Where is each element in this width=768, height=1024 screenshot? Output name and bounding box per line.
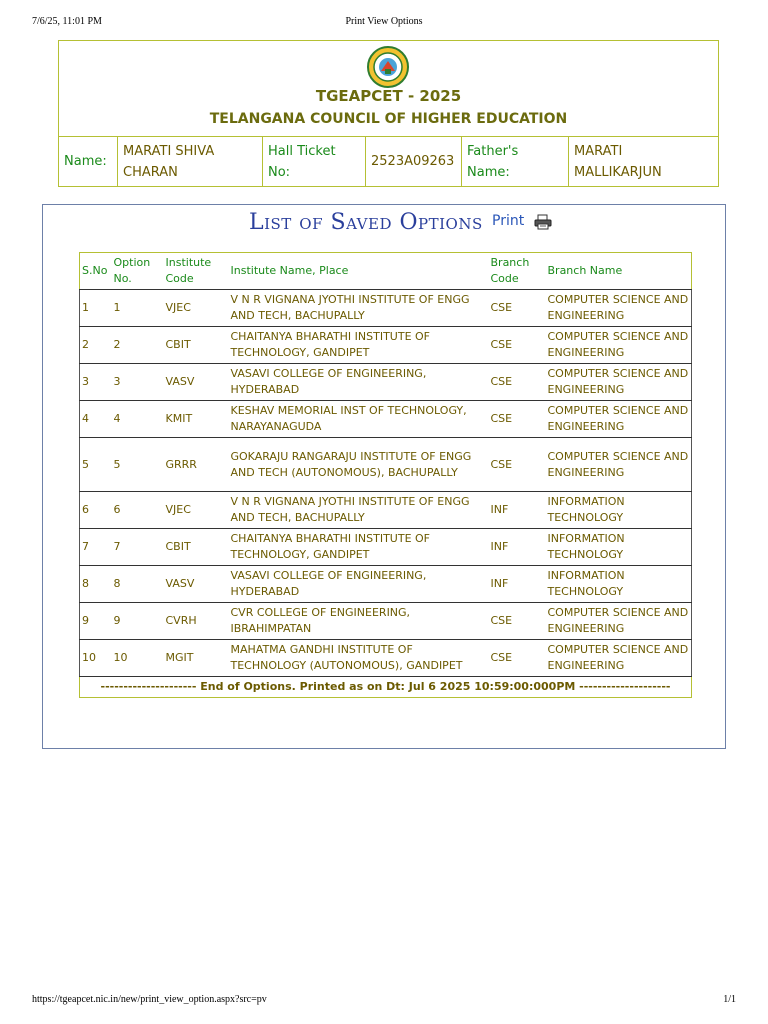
cell-sno: 6 xyxy=(80,492,112,529)
table-row xyxy=(80,327,692,364)
table-row xyxy=(80,492,692,529)
table-row xyxy=(80,401,692,438)
cell-institute-name: CHAITANYA BHARATHI INSTITUTE OF TECHNOLOGY, GANDIPET xyxy=(229,529,489,566)
cell-option-no: 3 xyxy=(112,364,164,401)
candidate-info-row xyxy=(59,136,718,186)
cell-institute-code: KMIT xyxy=(164,401,229,438)
cell-institute-name: CHAITANYA BHARATHI INSTITUTE OF TECHNOLOGY, GANDIPET xyxy=(229,327,489,364)
cell-sno: 9 xyxy=(80,603,112,640)
cell-branch-code: INF xyxy=(489,566,546,603)
name-label: Name: xyxy=(59,137,118,186)
cell-option-no: 2 xyxy=(112,327,164,364)
cell-option-no: 7 xyxy=(112,529,164,566)
cell-institute-name: VASAVI COLLEGE OF ENGINEERING, HYDERABAD xyxy=(229,364,489,401)
exam-title: TGEAPCET - 2025 xyxy=(315,87,462,105)
cell-branch-name: COMPUTER SCIENCE AND ENGINEERING xyxy=(546,640,692,677)
cell-option-no: 8 xyxy=(112,566,164,603)
page-number: 1/1 xyxy=(723,994,736,1005)
table-row xyxy=(80,529,692,566)
cell-institute-name: MAHATMA GANDHI INSTITUTE OF TECHNOLOGY (AUTONOMOUS), GANDIPET xyxy=(229,640,489,677)
col-branch-name: Branch Name xyxy=(547,264,623,277)
print-page-title: Print View Options xyxy=(345,16,423,27)
candidate-name: MARATI SHIVA CHARAN xyxy=(118,137,263,186)
col-institute-name: Institute Name, Place xyxy=(230,264,349,277)
cell-sno: 2 xyxy=(80,327,112,364)
options-table xyxy=(79,252,692,698)
cell-option-no: 1 xyxy=(112,290,164,327)
cell-institute-name: KESHAV MEMORIAL INST OF TECHNOLOGY, NARAYANAGUDA xyxy=(229,401,489,438)
cell-option-no: 4 xyxy=(112,401,164,438)
cell-option-no: 9 xyxy=(112,603,164,640)
cell-branch-code: CSE xyxy=(489,438,546,492)
cell-branch-name: INFORMATION TECHNOLOGY xyxy=(546,529,692,566)
cell-institute-name: V N R VIGNANA JYOTHI INSTITUTE OF ENGG AND TECH, BACHUPALLY xyxy=(229,492,489,529)
page-url: https://tgeapcet.nic.in/new/print_view_option.aspx?src=pv xyxy=(32,994,267,1005)
col-option-no: Option No. xyxy=(113,256,151,285)
col-branch-code: Branch Code xyxy=(490,256,530,285)
hall-ticket-label: Hall Ticket No: xyxy=(263,137,366,186)
cell-sno: 4 xyxy=(80,401,112,438)
printer-icon[interactable] xyxy=(534,214,552,230)
father-name: MARATI MALLIKARJUN xyxy=(574,143,662,180)
cell-branch-name: COMPUTER SCIENCE AND ENGINEERING xyxy=(546,603,692,640)
end-of-options-row xyxy=(80,677,692,698)
cell-institute-code: VASV xyxy=(164,566,229,603)
cell-branch-name: COMPUTER SCIENCE AND ENGINEERING xyxy=(546,401,692,438)
cell-sno: 3 xyxy=(80,364,112,401)
father-name-label: Father's Name: xyxy=(462,137,569,186)
cell-branch-code: CSE xyxy=(489,327,546,364)
cell-option-no: 10 xyxy=(112,640,164,677)
cell-sno: 5 xyxy=(80,438,112,492)
cell-sno: 10 xyxy=(80,640,112,677)
council-title: TELANGANA COUNCIL OF HIGHER EDUCATION xyxy=(209,111,568,127)
end-of-options-text: --------------------- End of Options. Printed as on Dt: Jul 6 2025 10:59:00:000PM -------------------- xyxy=(80,677,692,698)
candidate-header xyxy=(58,40,719,187)
cell-option-no: 6 xyxy=(112,492,164,529)
cell-institute-name: GOKARAJU RANGARAJU INSTITUTE OF ENGG AND TECH (AUTONOMOUS), BACHUPALLY xyxy=(229,438,489,492)
table-row xyxy=(80,364,692,401)
print-link[interactable]: Print xyxy=(492,213,525,229)
cell-branch-code: INF xyxy=(489,529,546,566)
cell-institute-code: CBIT xyxy=(164,529,229,566)
cell-institute-code: CVRH xyxy=(164,603,229,640)
cell-branch-code: CSE xyxy=(489,640,546,677)
cell-branch-code: INF xyxy=(489,492,546,529)
cell-institute-code: VJEC xyxy=(164,290,229,327)
cell-institute-code: GRRR xyxy=(164,438,229,492)
table-header-row xyxy=(80,253,692,290)
col-institute-code: Institute Code xyxy=(165,256,212,285)
cell-branch-code: CSE xyxy=(489,364,546,401)
cell-branch-code: CSE xyxy=(489,603,546,640)
saved-options-panel xyxy=(42,204,726,749)
cell-sno: 8 xyxy=(80,566,112,603)
table-row xyxy=(80,290,692,327)
cell-institute-code: CBIT xyxy=(164,327,229,364)
cell-branch-code: CSE xyxy=(489,290,546,327)
list-title: List of Saved Options xyxy=(249,209,483,235)
print-header xyxy=(32,16,736,30)
cell-option-no: 5 xyxy=(112,438,164,492)
cell-institute-name: V N R VIGNANA JYOTHI INSTITUTE OF ENGG AND TECH, BACHUPALLY xyxy=(229,290,489,327)
cell-sno: 1 xyxy=(80,290,112,327)
cell-institute-code: VASV xyxy=(164,364,229,401)
cell-branch-name: COMPUTER SCIENCE AND ENGINEERING xyxy=(546,290,692,327)
cell-branch-name: COMPUTER SCIENCE AND ENGINEERING xyxy=(546,438,692,492)
hall-ticket-number: 2523A09263 xyxy=(366,137,462,186)
cell-branch-name: INFORMATION TECHNOLOGY xyxy=(546,492,692,529)
cell-institute-code: VJEC xyxy=(164,492,229,529)
cell-institute-name: CVR COLLEGE OF ENGINEERING, IBRAHIMPATAN xyxy=(229,603,489,640)
print-footer xyxy=(32,994,736,1008)
table-row xyxy=(80,566,692,603)
col-sno: S.No xyxy=(82,264,108,277)
cell-institute-code: MGIT xyxy=(164,640,229,677)
print-datetime: 7/6/25, 11:01 PM xyxy=(32,16,102,27)
cell-branch-code: CSE xyxy=(489,401,546,438)
cell-branch-name: INFORMATION TECHNOLOGY xyxy=(546,566,692,603)
table-row xyxy=(80,640,692,677)
cell-sno: 7 xyxy=(80,529,112,566)
cell-branch-name: COMPUTER SCIENCE AND ENGINEERING xyxy=(546,327,692,364)
table-row xyxy=(80,438,692,492)
cell-branch-name: COMPUTER SCIENCE AND ENGINEERING xyxy=(546,364,692,401)
tgche-logo-icon xyxy=(366,45,410,89)
table-row xyxy=(80,603,692,640)
cell-institute-name: VASAVI COLLEGE OF ENGINEERING, HYDERABAD xyxy=(229,566,489,603)
